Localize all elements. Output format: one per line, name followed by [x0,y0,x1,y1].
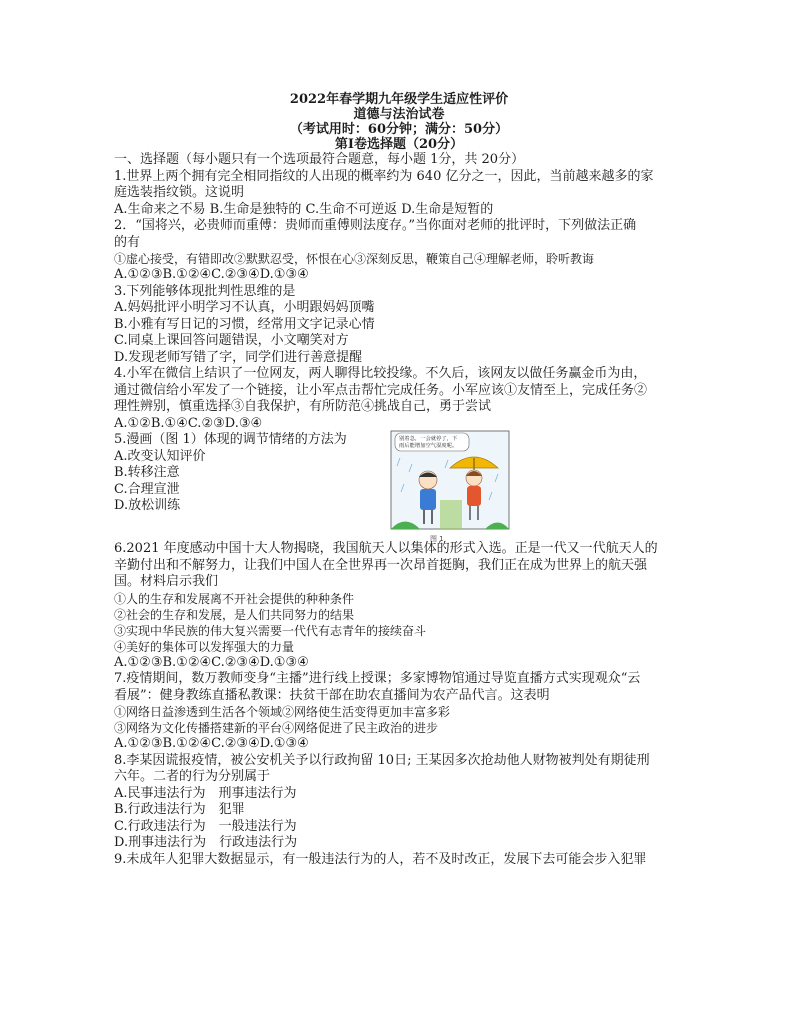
exam-title: 2022年春学期九年级学生适应性评价 [289,92,509,107]
question-options: A.①②③B.①②④C.②③④D.①③④ [114,736,309,751]
question-item: ④美好的集体可以发挥强大的力量 [114,639,295,654]
option-b: B.转移注意 [114,465,180,480]
question-stem: 8.李某因谎报疫情，被公安机关予以行政拘留 10日; 王某因多次抢劫他人财物被判处有期徒刑 [114,752,650,768]
question-options: A.生命来之不易 B.生命是独特的 C.生命不可逆返 D.生命是短暂的 [114,201,494,217]
question-stem: 辛勤付出和不解努力，让我们中国人在全世界再一次昂首挺胸，我们正在成为世界上的航天强 [114,557,648,573]
question-stem: 9.未成年人犯罪大数据显示，有一般违法行为的人，若不及时改正，发展下去可能会步入犯罪 [114,851,647,867]
figure-caption: 图 1 [430,535,444,543]
option-c: C.同桌上课回答问题错误，小文嘲笑对方 [114,333,349,348]
question-6 [114,541,684,671]
option-d: D.发现老师写错了字，同学们进行善意提醒 [114,349,363,365]
cartoon-figure-1 [390,430,510,530]
option-c: C.合理宣泄 [114,481,180,497]
question-options: A.①②③B.①②④C.②③④D.①③④ [114,654,309,670]
question-stem: 6.2021 年度感动中国十大人物揭晓，我国航天人以集体的形式入选。正是一代又一代航天人的 [114,541,658,556]
question-stem: 看展”：健身教练直播私教课：扶贫干部在助农直播间为农产品代言。这表明 [114,687,550,703]
question-item: ①人的生存和发展离不开社会提供的种种条件 [114,591,355,606]
question-1 [114,169,684,219]
question-2 [114,218,684,284]
question-8 [114,753,684,852]
option-a: A.民事违法行为 刑事违法行为 [114,785,297,801]
question-stem: 六年。二者的行为分别属于 [114,769,271,784]
question-items: ③网络为文化传播搭建新的平台④网络促进了民主政治的进步 [114,721,439,735]
question-stem: 4.小军在微信上结识了一位网友，两人聊得比较投缘。不久后，该网友以做任务赢金币为由， [114,366,647,381]
exam-header [114,92,684,152]
question-item: ③实现中华民族的伟大复兴需要一代代有志青年的接续奋斗 [114,623,427,638]
question-items: ①网络日益渗透到生活各个领域②网络使生活变得更加丰富多彩 [114,705,451,719]
section-heading: 一、选择题（每小题只有一个选项最符合题意，每小题 1分，共 20分） [114,152,525,167]
question-items: ①虚心接受，有错即改②默默忍受，怀恨在心③深刻反思，鞭策自己④理解老师，聆听教诲 [114,252,595,266]
exam-part-title: 第Ⅰ卷选择题（20分） [334,137,464,152]
question-stem: 3.下列能够体现批判性思维的是 [114,283,296,299]
question-stem: 2．“国将兴，必贵师而重傅：贵师而重傅则法度存。”当你面对老师的批评时，下列做法正确 [114,218,637,233]
question-item: ②社会的生存和发展，是人们共同努力的结果 [114,607,355,622]
exam-page [114,92,684,868]
option-d: D.刑事违法行为 行政违法行为 [114,835,298,850]
question-stem: 7.疫情期间，数万教师变身“主播”进行线上授课；多家博物馆通过导览直播方式实现观众“云 [114,671,641,686]
question-options: A.①②B.①④C.②③D.③④ [114,415,263,431]
question-stem: 通过微信给小军发了一个链接，让小军点击帮忙完成任务。小军应该①友情至上，完成任务② [114,382,648,398]
bubble-text-2: 雨后能增加空气湿度呢。 [399,443,458,449]
option-c: C.行政违法行为 一般违法行为 [114,818,297,834]
question-stem: 1.世界上两个拥有完全相同指纹的人出现的概率约为 640 亿分之一，因此，当前越来越多的家 [114,168,654,184]
question-stem: 理性辨别，慎重选择③自我保护，有所防范④挑战自己，勇于尝试 [114,399,492,414]
option-a: A.妈妈批评小明学习不认真，小明跟妈妈顶嘴 [114,300,375,315]
question-stem: 国。材料启示我们 [114,574,219,589]
question-5-text [114,432,347,515]
question-stem: 的有 [114,234,141,250]
option-d: D.放松训练 [114,498,181,513]
option-a: A.改变认知评价 [114,448,206,464]
option-b: B.小雅有写日记的习惯，经常用文字记录心情 [114,316,375,332]
question-9 [114,852,684,869]
question-stem: 庭选装指纹锁。这说明 [114,185,245,200]
question-5 [114,432,684,543]
bubble-text-1: 别着急，一会就停了，下 [399,436,458,442]
exam-subject: 道德与法治试卷 [353,107,445,122]
question-stem: 5.漫画（图 1）体现的调节情绪的方法为 [114,432,347,447]
option-b: B.行政违法行为 犯罪 [114,802,245,817]
exam-time-score: （考试用时：60分钟；满分：50分） [289,122,509,137]
question-3 [114,284,684,367]
question-options: A.①②③B.①②④C.②③④D.①③④ [114,267,309,282]
question-7 [114,671,684,753]
question-4 [114,366,684,432]
